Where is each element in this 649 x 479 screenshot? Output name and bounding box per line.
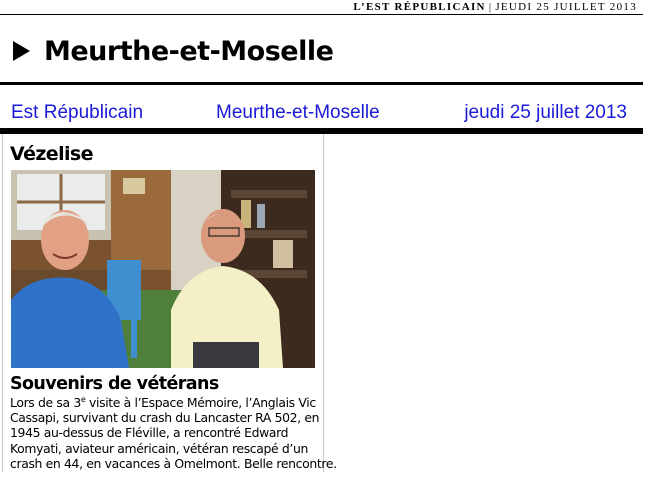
veterans-photo [11, 170, 315, 368]
article-body-line: Komyati, aviateur américain, vétéran rescapé d’un [10, 440, 309, 456]
line1-after: visite à l’Espace Mémoire, l’Anglais Vic [85, 395, 316, 410]
ordinal-suffix: e [80, 394, 86, 404]
article-photo [11, 170, 315, 368]
article-headline: Souvenirs de vétérans [10, 374, 219, 394]
section-title: Meurthe-et-Moselle [44, 35, 334, 67]
article [2, 134, 337, 472]
article-body-line: Cassapi, survivant du crash du Lancaster RA 502, en [10, 410, 320, 426]
band-date: jeudi 25 juillet 2013 [464, 102, 627, 123]
article-body-line: crash en 44, en vacances à Omelmont. Belle rencontre. [10, 455, 337, 471]
top-rule [0, 82, 643, 85]
band-paper-name: Est Républicain [11, 102, 144, 123]
line1-before: Lors de sa 3 [10, 395, 81, 410]
article-kicker: Vézelise [10, 143, 93, 165]
section-header [13, 31, 333, 71]
band-section-name: Meurthe-et-Moselle [216, 102, 380, 123]
masthead-paper-name: L’EST RÉPUBLICAIN [353, 1, 486, 13]
masthead [0, 0, 643, 15]
masthead-date: JEUDI 25 JUILLET 2013 [495, 1, 637, 13]
article-body [10, 394, 337, 471]
info-band [0, 96, 643, 128]
article-body-line: 1945 au-dessus de Fléville, a rencontré Edward [10, 425, 289, 441]
article-body-line [10, 395, 322, 410]
masthead-text [353, 1, 637, 13]
masthead-separator: | [488, 1, 493, 13]
triangle-right-icon [13, 41, 30, 61]
